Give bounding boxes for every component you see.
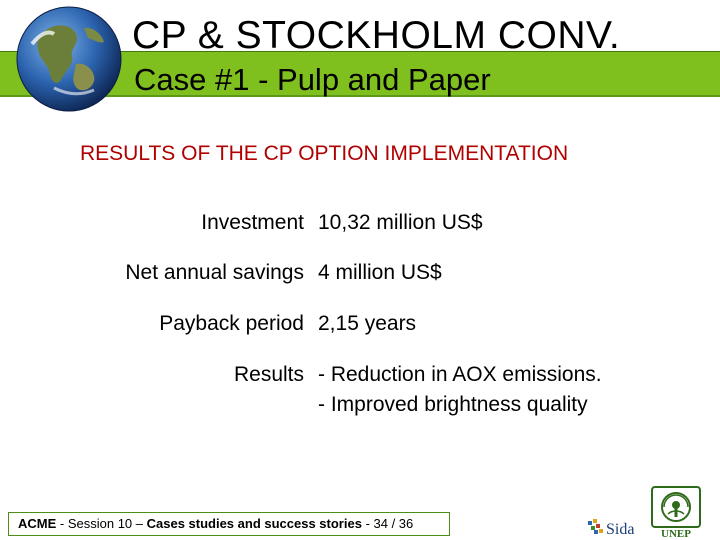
- globe-icon: [14, 4, 124, 114]
- results-label: Results: [233, 363, 304, 386]
- investment-label: Investment: [201, 211, 304, 234]
- unep-wordmark: UNEP: [661, 528, 691, 540]
- footer-org: ACME: [18, 516, 57, 531]
- section-heading: RESULTS OF THE CP OPTION IMPLEMENTATION: [80, 142, 569, 165]
- sida-wordmark: Sida: [606, 521, 635, 538]
- payback-period-value: 2,15 years: [318, 312, 417, 335]
- unep-logo: [650, 486, 702, 540]
- footer-page-number: - 34 / 36: [361, 516, 414, 531]
- page-subtitle: Case #1 - Pulp and Paper: [134, 62, 491, 97]
- payback-period-label: Payback period: [159, 312, 304, 335]
- net-annual-savings-value: 4 million US$: [318, 261, 442, 284]
- results-value-line1: - Reduction in AOX emissions.: [318, 363, 602, 386]
- net-annual-savings-label: Net annual savings: [125, 261, 304, 284]
- investment-value: 10,32 million US$: [318, 211, 483, 234]
- results-value-line2: - Improved brightness quality: [318, 393, 588, 416]
- sida-logo: [586, 515, 646, 539]
- footer-caption: [18, 516, 413, 531]
- page-title: CP & STOCKHOLM CONV.: [132, 14, 621, 57]
- footer-session-title: Cases studies and success stories: [146, 516, 362, 531]
- footer-session: - Session 10 –: [56, 516, 147, 531]
